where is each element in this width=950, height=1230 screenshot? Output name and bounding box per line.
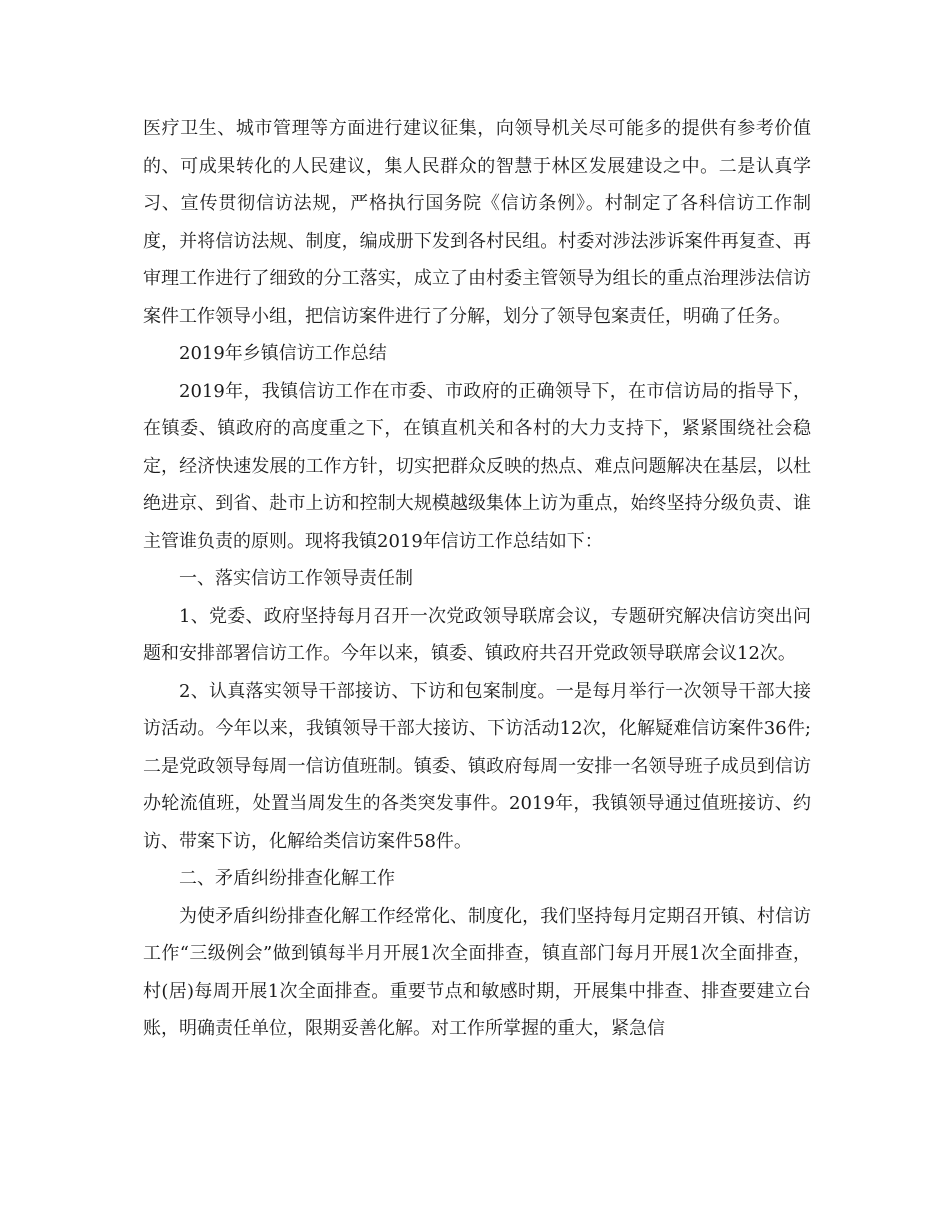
paragraph-item-1: 1、党委、政府坚持每月召开一次党政领导联席会议，专题研究解决信访突出问题和安排部署信访工作。今年以来，镇委、镇政府共召开党政领导联席会议12次。 — [143, 605, 811, 664]
paragraph-dispute: 为使矛盾纠纷排查化解工作经常化、制度化，我们坚持每月定期召开镇、村信访工作“三级例会”做到镇每半月开展1次全面排查，镇直部门每月开展1次全面排查，村(居)每周开展1次全面排查。重要节点和敏感时期，开展集中排查、排查要建立台账，明确责任单位，限期妥善化解。对工作所掌握的重大，紧急信 — [143, 905, 811, 1039]
document-body — [143, 110, 811, 1048]
document-title: 2019年乡镇信访工作总结 — [179, 343, 387, 364]
section-heading-1: 一、落实信访工作领导责任制 — [179, 568, 413, 589]
paragraph-summary: 2019年，我镇信访工作在市委、市政府的正确领导下，在市信访局的指导下，在镇委、镇政府的高度重之下，在镇直机关和各村的大力支持下，紧紧围绕社会稳定，经济快速发展的工作方针，切实把群众反映的热点、难点问题解决在基层，以杜绝进京、到省、赴市上访和控制大规模越级集体上访为重点，始终坚持分级负责、谁主管谁负责的原则。现将我镇2019年信访工作总结如下： — [143, 380, 811, 552]
section-heading-2: 二、矛盾纠纷排查化解工作 — [179, 868, 395, 889]
paragraph-item-2: 2、认真落实领导干部接访、下访和包案制度。一是每月举行一次领导干部大接访活动。今年以来，我镇领导干部大接访、下访活动12次，化解疑难信访案件36件;二是党政领导每周一信访值班制。镇委、镇政府每周一安排一名领导班子成员到信访办轮流值班，处置当周发生的各类突发事件。2019年，我镇领导通过值班接访、约访、带案下访，化解给类信访案件58件。 — [143, 680, 811, 852]
paragraph-intro: 医疗卫生、城市管理等方面进行建议征集，向领导机关尽可能多的提供有参考价值的、可成果转化的人民建议，集人民群众的智慧于林区发展建设之中。二是认真学习、宣传贯彻信访法规，严格执行国务院《信访条例》。村制定了各科信访工作制度，并将信访法规、制度，编成册下发到各村民组。村委对涉法涉诉案件再复查、再审理工作进行了细致的分工落实，成立了由村委主管领导为组长的重点治理涉法信访案件工作领导小组，把信访案件进行了分解，划分了领导包案责任，明确了任务。 — [143, 118, 811, 327]
